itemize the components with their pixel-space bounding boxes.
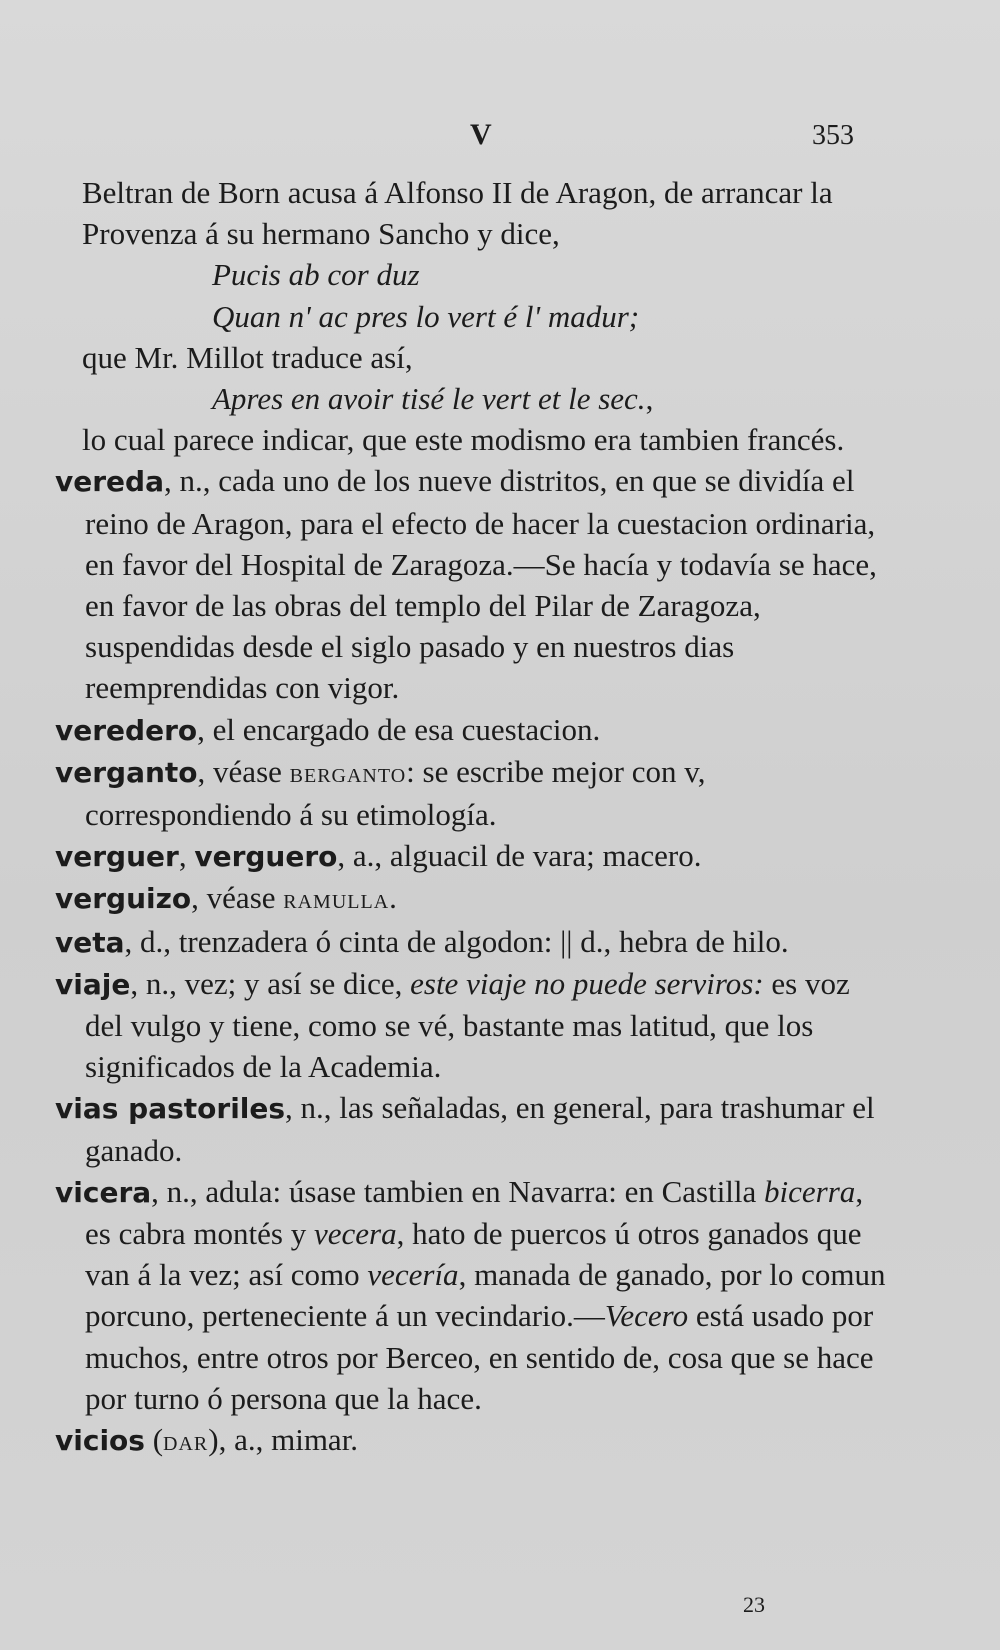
verse-line: Apres en avoir tisé le vert et le sec., xyxy=(212,381,654,417)
entry-vicios: vicios (dar), a., mimar. xyxy=(55,1422,359,1458)
verse-line: Quan n' ac pres lo vert é l' madur; xyxy=(212,298,640,334)
headword: veta xyxy=(55,925,125,959)
example-phrase: este viaje no puede serviros: xyxy=(410,965,764,1001)
entry-verguer: verguer, verguero, a., alguacil de vara; macero. xyxy=(55,838,702,874)
page-number: 353 xyxy=(812,120,854,151)
intro-paragraph: Beltran de Born acusa á Alfonso II de Aragon, de arrancar la Provenza á su hermano Sancho y dice, xyxy=(82,175,833,252)
headword: vereda xyxy=(55,465,164,499)
intro-line: que Mr. Millot traduce así, xyxy=(82,339,413,375)
entry-vereda: vereda, n., cada uno de los nueve distritos, en que se dividía el reino de Aragon, para el efecto de hacer la cuestacion ordinaria, en favor del Hospital de Zaragoza.—Se hacía y todavía se hace, en favor de las obras del templo del Pilar de Zaragoza, suspendidas desde el siglo pasado y en nuestros dias reemprendidas con vigor. xyxy=(55,463,877,706)
cross-reference: dar xyxy=(163,1426,209,1458)
headword: vias pastoriles xyxy=(55,1092,286,1126)
section-letter: V xyxy=(470,118,492,151)
headword: verguer xyxy=(55,840,179,874)
entry-verguizo: verguizo, véase ramulla. xyxy=(55,880,397,916)
entry-veta: veta, d., trenzadera ó cinta de algodon: || d., hebra de hilo. xyxy=(55,923,789,959)
dictionary-text xyxy=(55,172,893,1462)
headword: vicios xyxy=(55,1424,145,1458)
verse-line: Pucis ab cor duz xyxy=(212,257,420,293)
entry-viaje: viaje, n., vez; y así se dice, este viaje no puede serviros: es voz del vulgo y tiene, como se vé, bastante mas latitud, que los significados de la Academia. xyxy=(55,965,850,1085)
headword: viaje xyxy=(55,967,131,1001)
entry-verganto: verganto, véase berganto: se escribe mejor con v, correspondiendo á su etimología. xyxy=(55,753,706,833)
signature-mark: 23 xyxy=(743,1592,765,1617)
headword: veredero xyxy=(55,713,198,747)
entry-vicera: vicera, n., adula: úsase tambien en Navarra: en Castilla bicerra, es cabra montés y vecera, hato de puercos ú otros ganados que van á la vez; así como vecería, manada de ganado, por lo comun porcuno, perteneciente á un vecindario.—Vecero está usado por muchos, entre otros por Berceo, en sentido de, cosa que se hace por turno ó persona que la hace. xyxy=(55,1173,886,1416)
entry-vias-pastoriles: vias pastoriles, n., las señaladas, en general, para trashumar el ganado. xyxy=(55,1090,875,1168)
cross-reference: berganto xyxy=(289,757,407,789)
intro-line: lo cual parece indicar, que este modismo era tambien francés. xyxy=(82,422,845,458)
headword: verguero xyxy=(194,840,338,874)
cross-reference: ramulla xyxy=(283,884,390,916)
headword: verguizo xyxy=(55,882,192,916)
headword: vicera xyxy=(55,1175,152,1209)
headword: verganto xyxy=(55,755,198,789)
entry-veredero: veredero, el encargado de esa cuestacion. xyxy=(55,711,601,747)
running-header xyxy=(0,118,1000,158)
